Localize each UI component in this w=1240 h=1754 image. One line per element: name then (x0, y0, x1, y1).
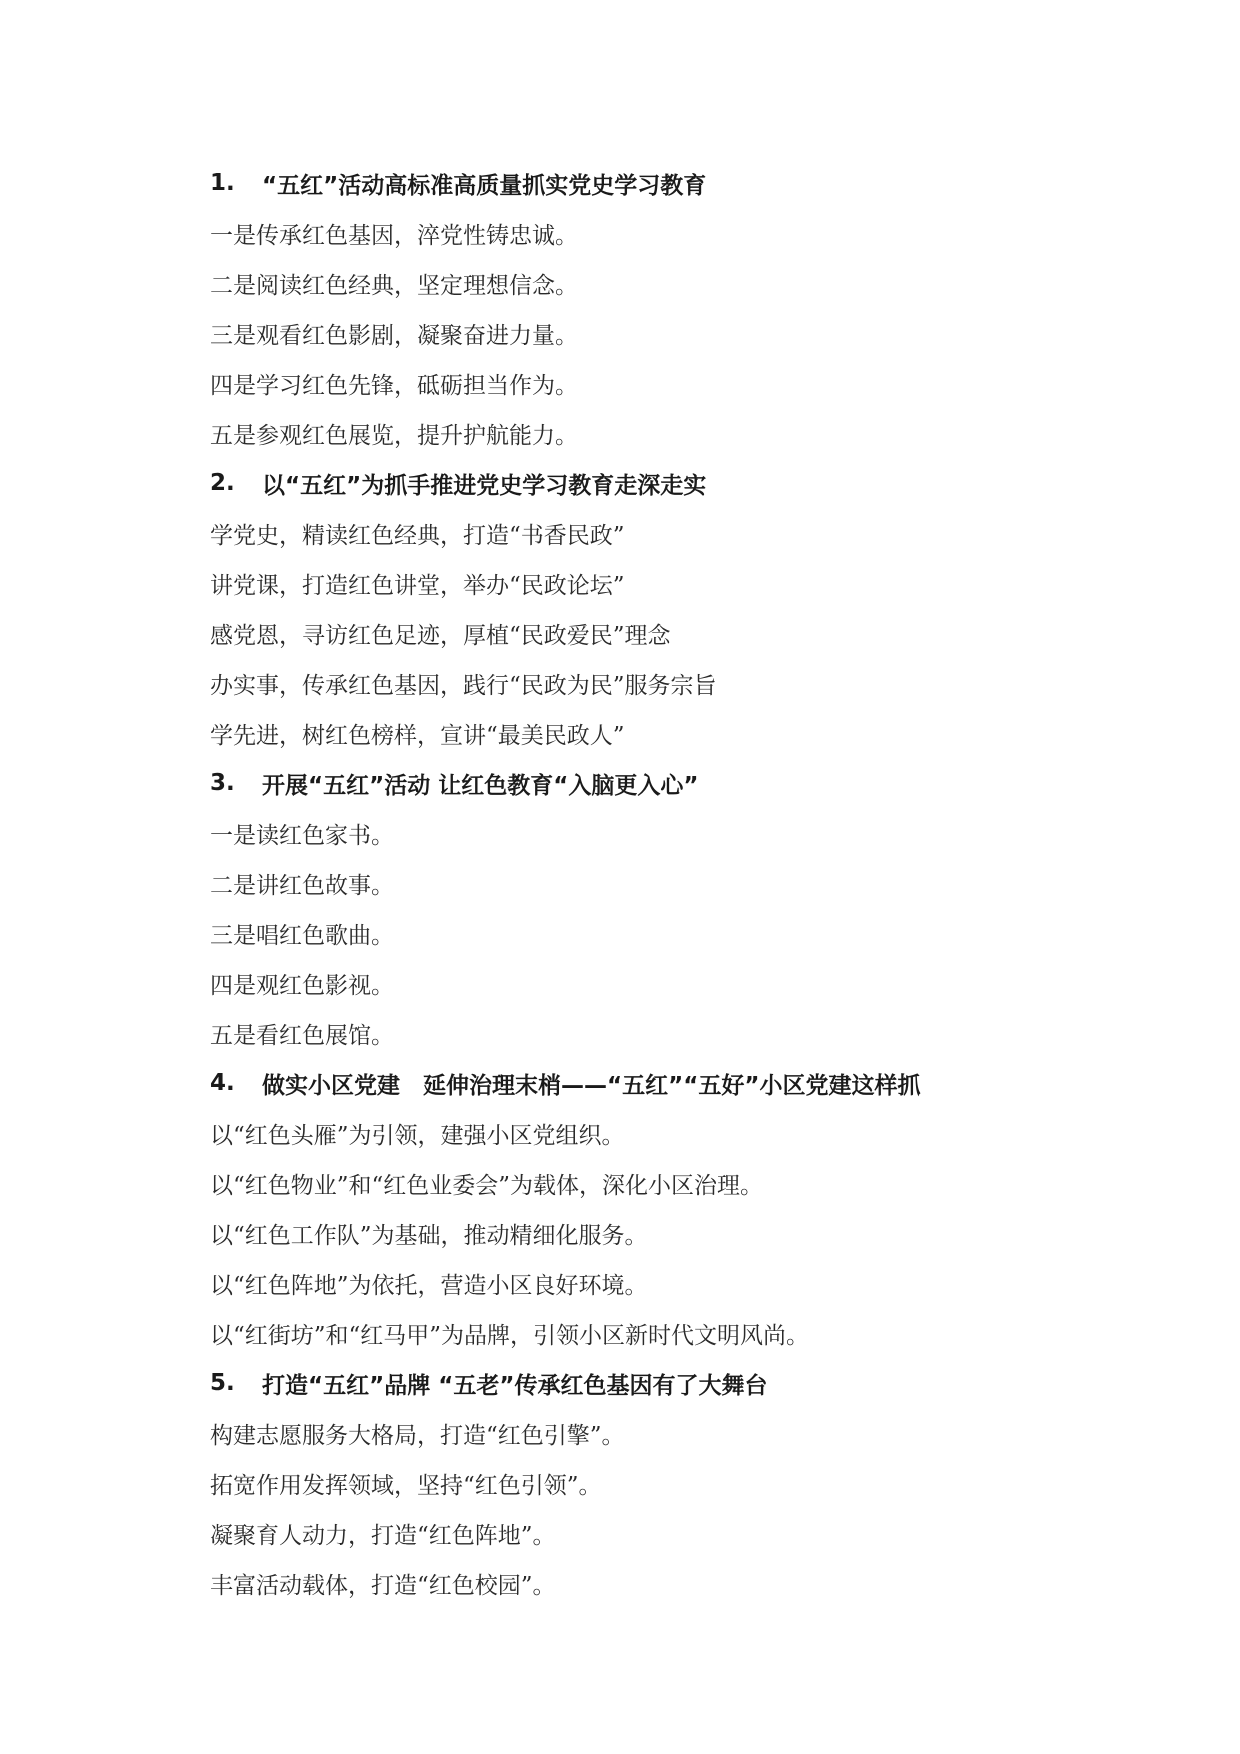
list-item: 一是传承红色基因，淬党性铸忠诚。 (210, 222, 578, 249)
list-item: 以“红色头雁”为引领，建强小区党组织。 (210, 1122, 625, 1149)
list-item: 以“红街坊”和“红马甲”为品牌，引领小区新时代文明风尚。 (210, 1322, 810, 1349)
section-number: 1. (210, 170, 235, 196)
section-title: 做实小区党建 延伸治理末梢——“五红”“五好”小区党建这样抓 (262, 1072, 921, 1099)
section-number: 4. (210, 1070, 235, 1096)
list-item: 构建志愿服务大格局，打造“红色引擎”。 (210, 1422, 625, 1449)
section-4 (210, 1058, 1110, 1358)
section-heading (210, 758, 1110, 808)
list-item: 办实事，传承红色基因，践行“民政为民”服务宗旨 (210, 672, 717, 699)
section-title: 打造“五红”品牌 “五老”传承红色基因有了大舞台 (262, 1372, 768, 1399)
list-item: 三是观看红色影剧，凝聚奋进力量。 (210, 322, 578, 349)
list-item: 五是参观红色展览，提升护航能力。 (210, 422, 578, 449)
list-item: 凝聚育人动力，打造“红色阵地”。 (210, 1522, 556, 1549)
list-item: 讲党课，打造红色讲堂，举办“民政论坛” (210, 572, 625, 599)
section-heading (210, 158, 1110, 208)
section-number: 2. (210, 470, 235, 496)
list-item: 拓宽作用发挥领域，坚持“红色引领”。 (210, 1472, 602, 1499)
list-item: 四是观红色影视。 (210, 972, 394, 999)
list-item: 以“红色物业”和“红色业委会”为载体，深化小区治理。 (210, 1172, 764, 1199)
section-title: 以“五红”为抓手推进党史学习教育走深走实 (262, 472, 707, 499)
section-heading (210, 1358, 1110, 1408)
list-item: 三是唱红色歌曲。 (210, 922, 394, 949)
list-item: 二是讲红色故事。 (210, 872, 394, 899)
section-5 (210, 1358, 1110, 1608)
section-number: 3. (210, 770, 235, 796)
section-1 (210, 158, 1110, 458)
section-heading (210, 1058, 1110, 1108)
list-item: 五是看红色展馆。 (210, 1022, 394, 1049)
document-body (210, 158, 1110, 1608)
section-3 (210, 758, 1110, 1058)
list-item: 以“红色阵地”为依托，营造小区良好环境。 (210, 1272, 648, 1299)
list-item: 四是学习红色先锋，砥砺担当作为。 (210, 372, 578, 399)
list-item: 以“红色工作队”为基础，推动精细化服务。 (210, 1222, 648, 1249)
list-item: 感党恩，寻访红色足迹，厚植“民政爱民”理念 (210, 622, 671, 649)
list-item: 二是阅读红色经典，坚定理想信念。 (210, 272, 578, 299)
section-number: 5. (210, 1370, 235, 1396)
list-item: 一是读红色家书。 (210, 822, 394, 849)
section-title: “五红”活动高标准高质量抓实党史学习教育 (262, 172, 707, 199)
list-item: 学先进，树红色榜样，宣讲“最美民政人” (210, 722, 625, 749)
section-heading (210, 458, 1110, 508)
list-item: 丰富活动载体，打造“红色校园”。 (210, 1572, 556, 1599)
list-item: 学党史，精读红色经典，打造“书香民政” (210, 522, 625, 549)
section-title: 开展“五红”活动 让红色教育“入脑更入心” (262, 772, 699, 799)
section-2 (210, 458, 1110, 758)
